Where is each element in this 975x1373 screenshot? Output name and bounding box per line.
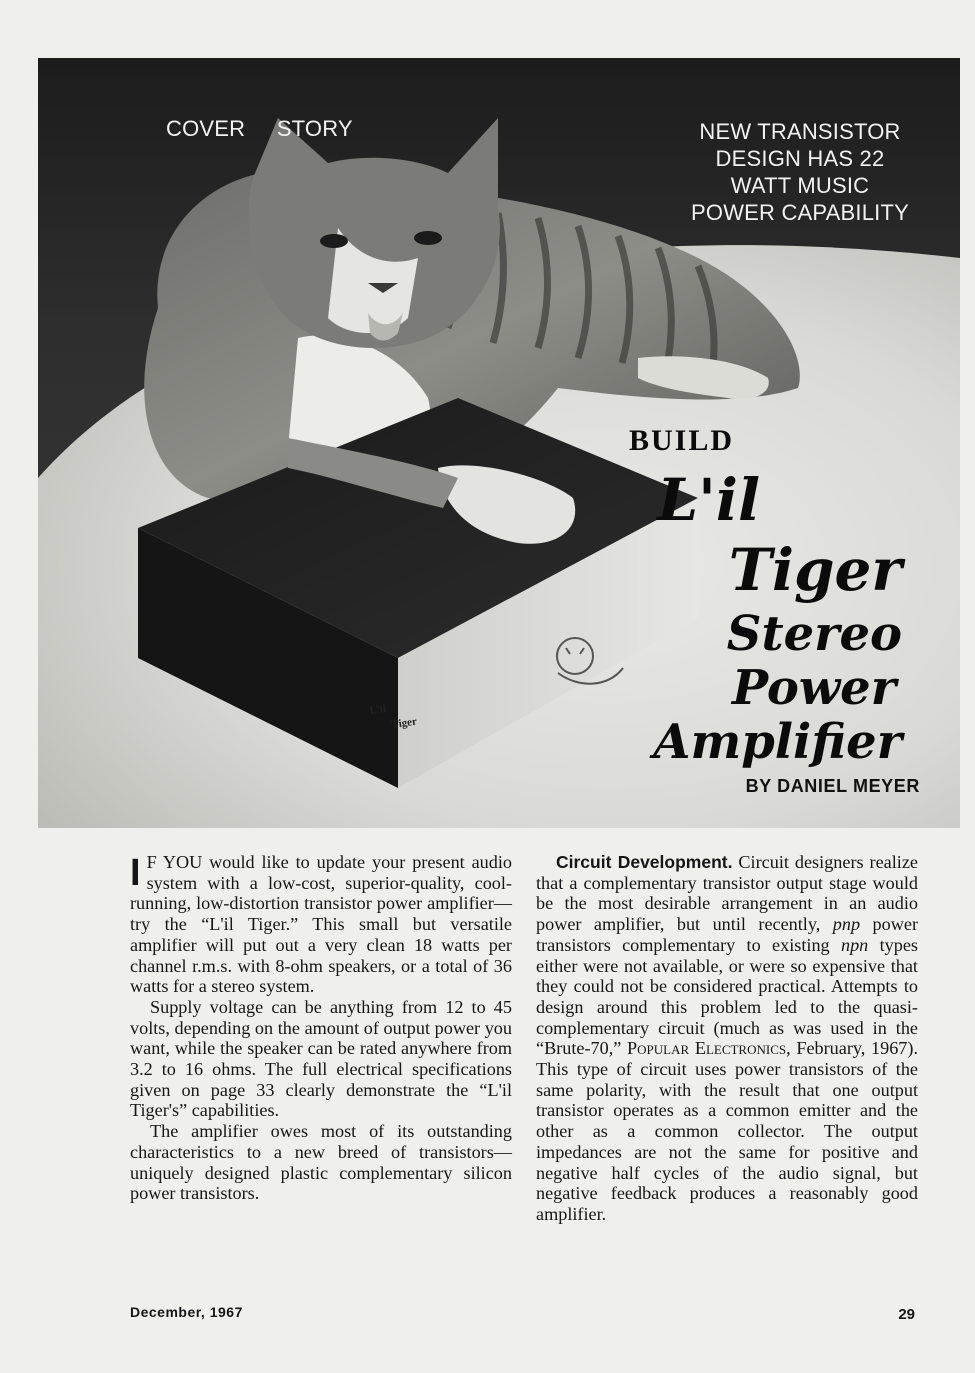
- npn-term: npn: [840, 934, 869, 955]
- tagline-line: NEW TRANSISTOR: [699, 119, 901, 144]
- box-label-tiger: Tiger: [390, 715, 418, 731]
- article-column-left: [130, 852, 512, 1204]
- story-label: STORY: [276, 116, 353, 141]
- tagline-line: POWER CAPABILITY: [691, 200, 909, 225]
- title-line: L'il: [657, 466, 760, 534]
- paragraph-text: types either were not available, or were so expensive that they could not be considered practical. Attempts to design around this problem led to the quasi-complementary circuit (much as was used in the “Brute-70,”: [536, 934, 918, 1059]
- title-line: Amplifier: [653, 714, 902, 770]
- paragraph-text: F YOU would like to update your present audio system with a low-cost, superior-quality, cool-running, low-distortion transistor power amplifier—try the “L'il Tiger.” This small but versatile amplifier will put out a very clean 18 watts per channel r.m.s. with 8-ohm speakers, or a total of 36 watts for a stereo system.: [130, 852, 512, 997]
- drop-cap: I: [130, 852, 141, 894]
- paragraph: [130, 852, 512, 997]
- box-label-lil: L'il: [368, 702, 387, 717]
- paragraph: The amplifier owes most of its outstanding characteristics to a new breed of transistors—uniquely designed plastic complementary silicon power transistors.: [130, 1121, 512, 1204]
- issue-date: December, 1967: [130, 1304, 243, 1320]
- cover-label: COVER: [166, 116, 246, 141]
- byline: BY DANIEL MEYER: [745, 776, 920, 796]
- tagline-line: DESIGN HAS 22: [715, 146, 885, 171]
- tagline-line: WATT MUSIC: [730, 173, 870, 198]
- title-kicker: BUILD: [628, 424, 734, 457]
- paragraph-text: power transistors complementary to existing: [536, 914, 918, 955]
- title-line: Stereo: [726, 606, 902, 662]
- page-number: 29: [898, 1306, 915, 1323]
- title-line: Power: [732, 660, 896, 716]
- article-column-right: [536, 852, 918, 1225]
- pnp-term: pnp: [832, 914, 861, 935]
- cover-story-label: [166, 116, 353, 142]
- paragraph: Supply voltage can be anything from 12 to 45 volts, depending on the amount of output power you want, while the speaker can be rated anywhere from 3.2 to 16 ohms. The full electrical specifications given on page 33 clearly demonstrate the “L'il Tiger's” capabilities.: [130, 996, 512, 1121]
- title-line: Tiger: [728, 536, 902, 604]
- magazine-name: Popular Electronics: [627, 1038, 787, 1059]
- tagline: [690, 118, 910, 226]
- section-heading: Circuit Development.: [556, 852, 733, 872]
- paragraph: [536, 852, 918, 1225]
- paragraph-text: , February, 1967). This type of circuit uses power transistors of the same polarity, with the result that one output transistor operates as a common emitter and the other as a common collector. The output impedances are not the same for positive and negative half cycles of the audio signal, but negative feedback produces a reasonably good amplifier.: [536, 1038, 919, 1224]
- paragraph-text: Circuit designers realize that a complementary transistor output stage would be the most desirable arrangement in an audio power amplifier, but until recently,: [536, 852, 918, 935]
- cover-photo: [38, 58, 960, 828]
